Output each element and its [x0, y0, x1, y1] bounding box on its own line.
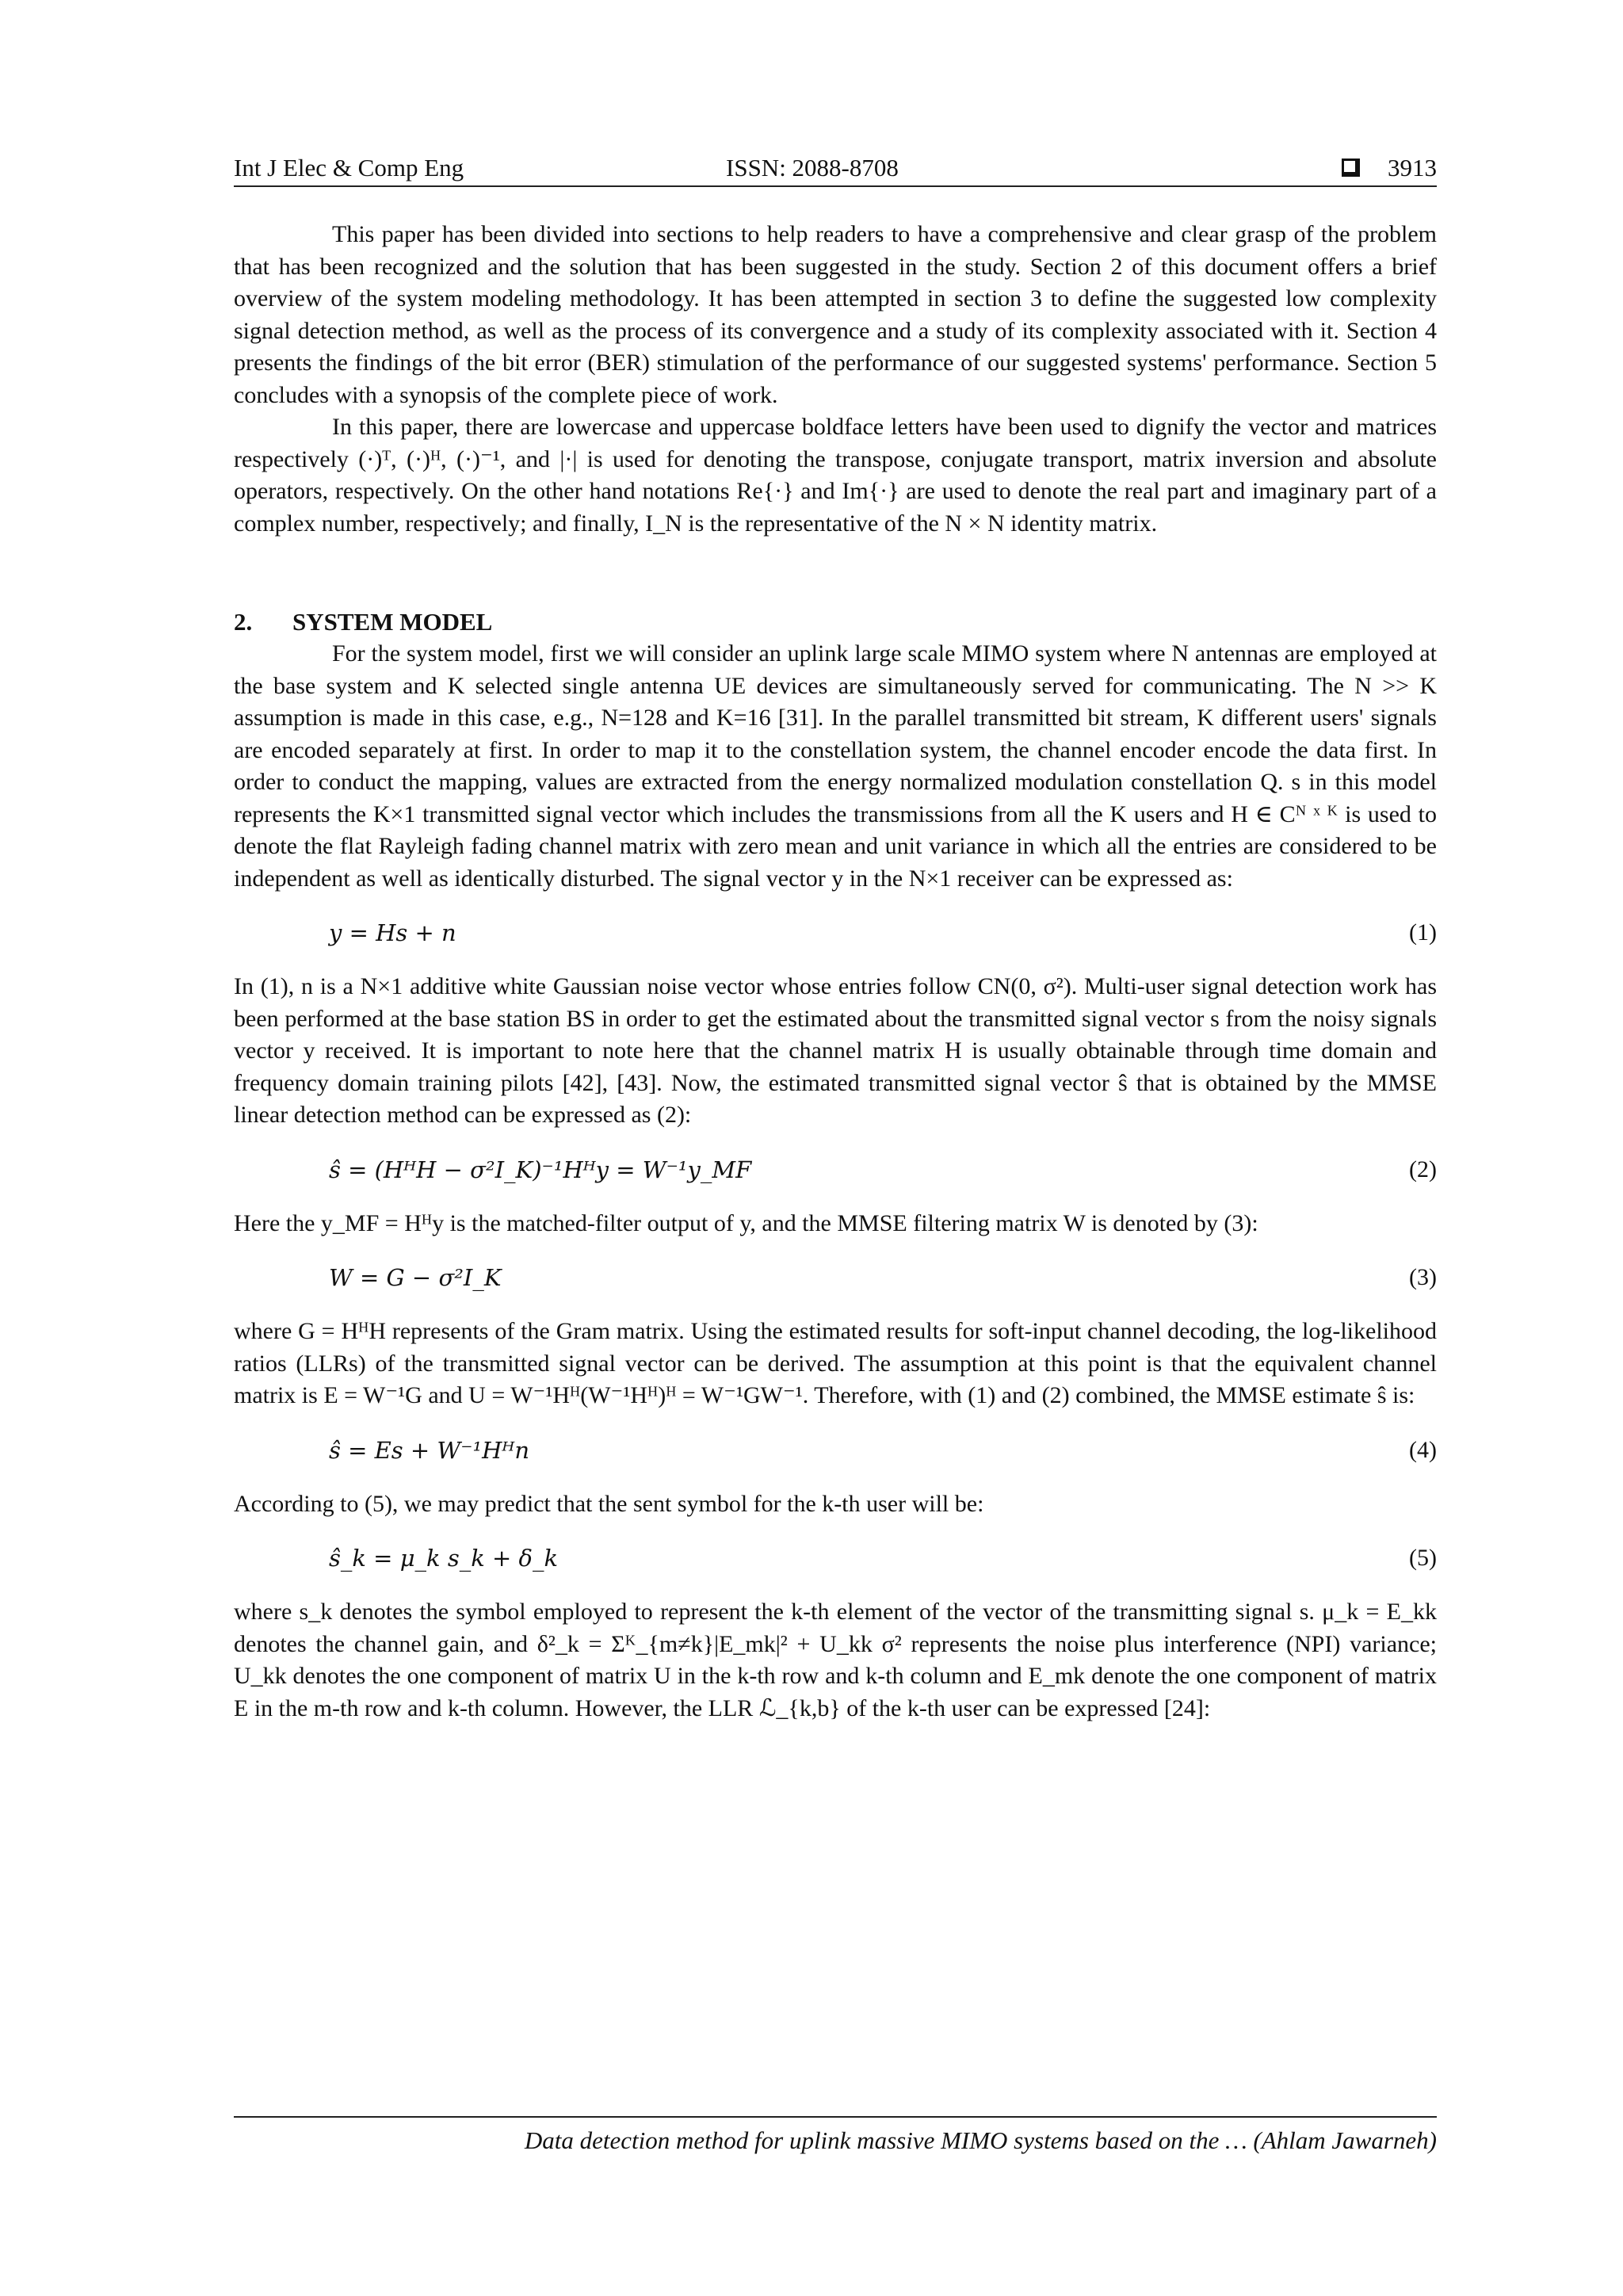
equation-5-number: (5) — [1409, 1545, 1437, 1571]
equation-1-number: (1) — [1409, 919, 1437, 946]
issn: ISSN: 2088-8708 — [726, 154, 899, 181]
system-model-paragraph-5: According to (5), we may predict that the sent symbol for the k-th user will be: — [234, 1490, 984, 1517]
page-number: 3913 — [1388, 154, 1437, 181]
equation-5 — [234, 1542, 1437, 1574]
equation-3-number: (3) — [1409, 1264, 1437, 1290]
intro-paragraph-1: This paper has been divided into sections to help readers to have a comprehensive and clear grasp of the problem that has been recognized and the solution that has been suggested in the study. Section 2 of this document offers a brief overview of the system modeling methodology. It has been attempted in section 3 to define the suggested low complexity signal detection method, as well as the process of its convergence and a study of its complexity associated with it. Section 4 presents the findings of the bit error (BER) stimulation of the performance of our suggested systems' performance. Section 5 concludes with a synopsis of the complete piece of work. — [234, 221, 1437, 408]
system-model-paragraph-3: Here the y_MF = Hᴴy is the matched-filter output of y, and the MMSE filtering matrix W is denoted by (3): — [234, 1209, 1258, 1236]
system-model-paragraph-4: where G = HᴴH represents of the Gram matrix. Using the estimated results for soft-input channel decoding, the log-likelihood ratios (LLRs) of the transmitted signal vector can be derived. The assumption at this point is that the equivalent channel matrix is E = W⁻¹G and U = W⁻¹Hᴴ(W⁻¹Hᴴ)ᴴ = W⁻¹GW⁻¹. Therefore, with (1) and (2) combined, the MMSE estimate ŝ is: — [234, 1318, 1437, 1408]
equation-3 — [234, 1262, 1437, 1293]
running-footer — [234, 2116, 1437, 2157]
intro-paragraph-2: In this paper, there are lowercase and uppercase boldface letters have been used to dignify the vector and matrices respectively (·)ᵀ, (·)ᴴ, (·)⁻¹, and |·| is used for denoting the transpose, conjugate transport, matrix inversion and absolute operators, respectively. On the other hand notations Re{·} and Im{·} are used to denote the real part and imaginary part of a complex number, respectively; and finally, I_N is the representative of the N × N identity matrix. — [234, 414, 1437, 537]
equation-3-body: W = G − σ²I_K — [329, 1264, 502, 1291]
system-model-paragraph-2: In (1), n is a N×1 additive white Gaussian noise vector whose entries follow CN(0, σ²). Multi-user signal detection work has been performed at the base station BS in order to get the estimated about the transmitted signal vector s from the noisy signals vector y received. It is important to note here that the channel matrix H is usually obtainable through time domain and frequency domain training pilots [42], [43]. Now, the estimated transmitted signal vector ŝ that is obtained by the MMSE linear detection method can be expressed as (2): — [234, 973, 1437, 1128]
equation-4-number: (4) — [1409, 1436, 1437, 1463]
section-title: SYSTEM MODEL — [292, 608, 493, 636]
equation-5-body: ŝ_k = μ_k s_k + δ_k — [329, 1545, 559, 1572]
section-heading — [234, 606, 1437, 638]
section-number: 2. — [234, 608, 253, 636]
equation-1-body: y = Hs + n — [329, 919, 456, 946]
equation-2-number: (2) — [1409, 1156, 1437, 1182]
equation-2-body: ŝ = (HᴴH − σ²I_K)⁻¹Hᴴy = W⁻¹y_MF — [329, 1156, 752, 1183]
running-header — [234, 151, 1437, 187]
equation-4-body: ŝ = Es + W⁻¹Hᴴn — [329, 1436, 530, 1464]
equation-2 — [234, 1154, 1437, 1186]
footer-text: Data detection method for uplink massive MIMO systems based on the … (Ahlam Jawarneh) — [524, 2126, 1437, 2154]
equation-1 — [234, 917, 1437, 949]
system-model-paragraph-1: For the system model, first we will consider an uplink large scale MIMO system where N antennas are employed at the base system and K selected single antenna UE devices are simultaneously served for communicating. The N >> K assumption is made in this case, e.g., N=128 and K=16 [31]. In the parallel transmitted bit stream, K different users' signals are encoded separately at first. In order to map it to the constellation system, the channel encoder encode the data first. In order to conduct the mapping, values are extracted from the energy normalized modulation constellation Q. s in this model represents the K×1 transmitted signal vector which includes the transmissions from all the K users and H ∈ Cᴺ ˣ ᴷ is used to denote the flat Rayleigh fading channel matrix with zero mean and unit variance in which all the entries are considered to be independent as well as identically disturbed. The signal vector y in the N×1 receiver can be expressed as: — [234, 640, 1437, 892]
equation-4 — [234, 1435, 1437, 1466]
square-bullet-icon — [1342, 159, 1358, 174]
page-content — [234, 151, 1437, 1725]
system-model-paragraph-6: where s_k denotes the symbol employed to represent the k-th element of the vector of the transmitting signal s. μ_k = E_kk denotes the channel gain, and δ²_k = Σᴷ_{m≠k}|E_mk|² + U_kk σ² represents the noise plus interference (NPI) variance; U_kk denotes the one component of matrix U in the k-th row and k-th column and E_mk denote the one component of matrix E in the m-th row and k-th column. However, the LLR ℒ_{k,b} of the k-th user can be expressed [24]: — [234, 1599, 1437, 1721]
journal-name: Int J Elec & Comp Eng — [234, 154, 464, 181]
